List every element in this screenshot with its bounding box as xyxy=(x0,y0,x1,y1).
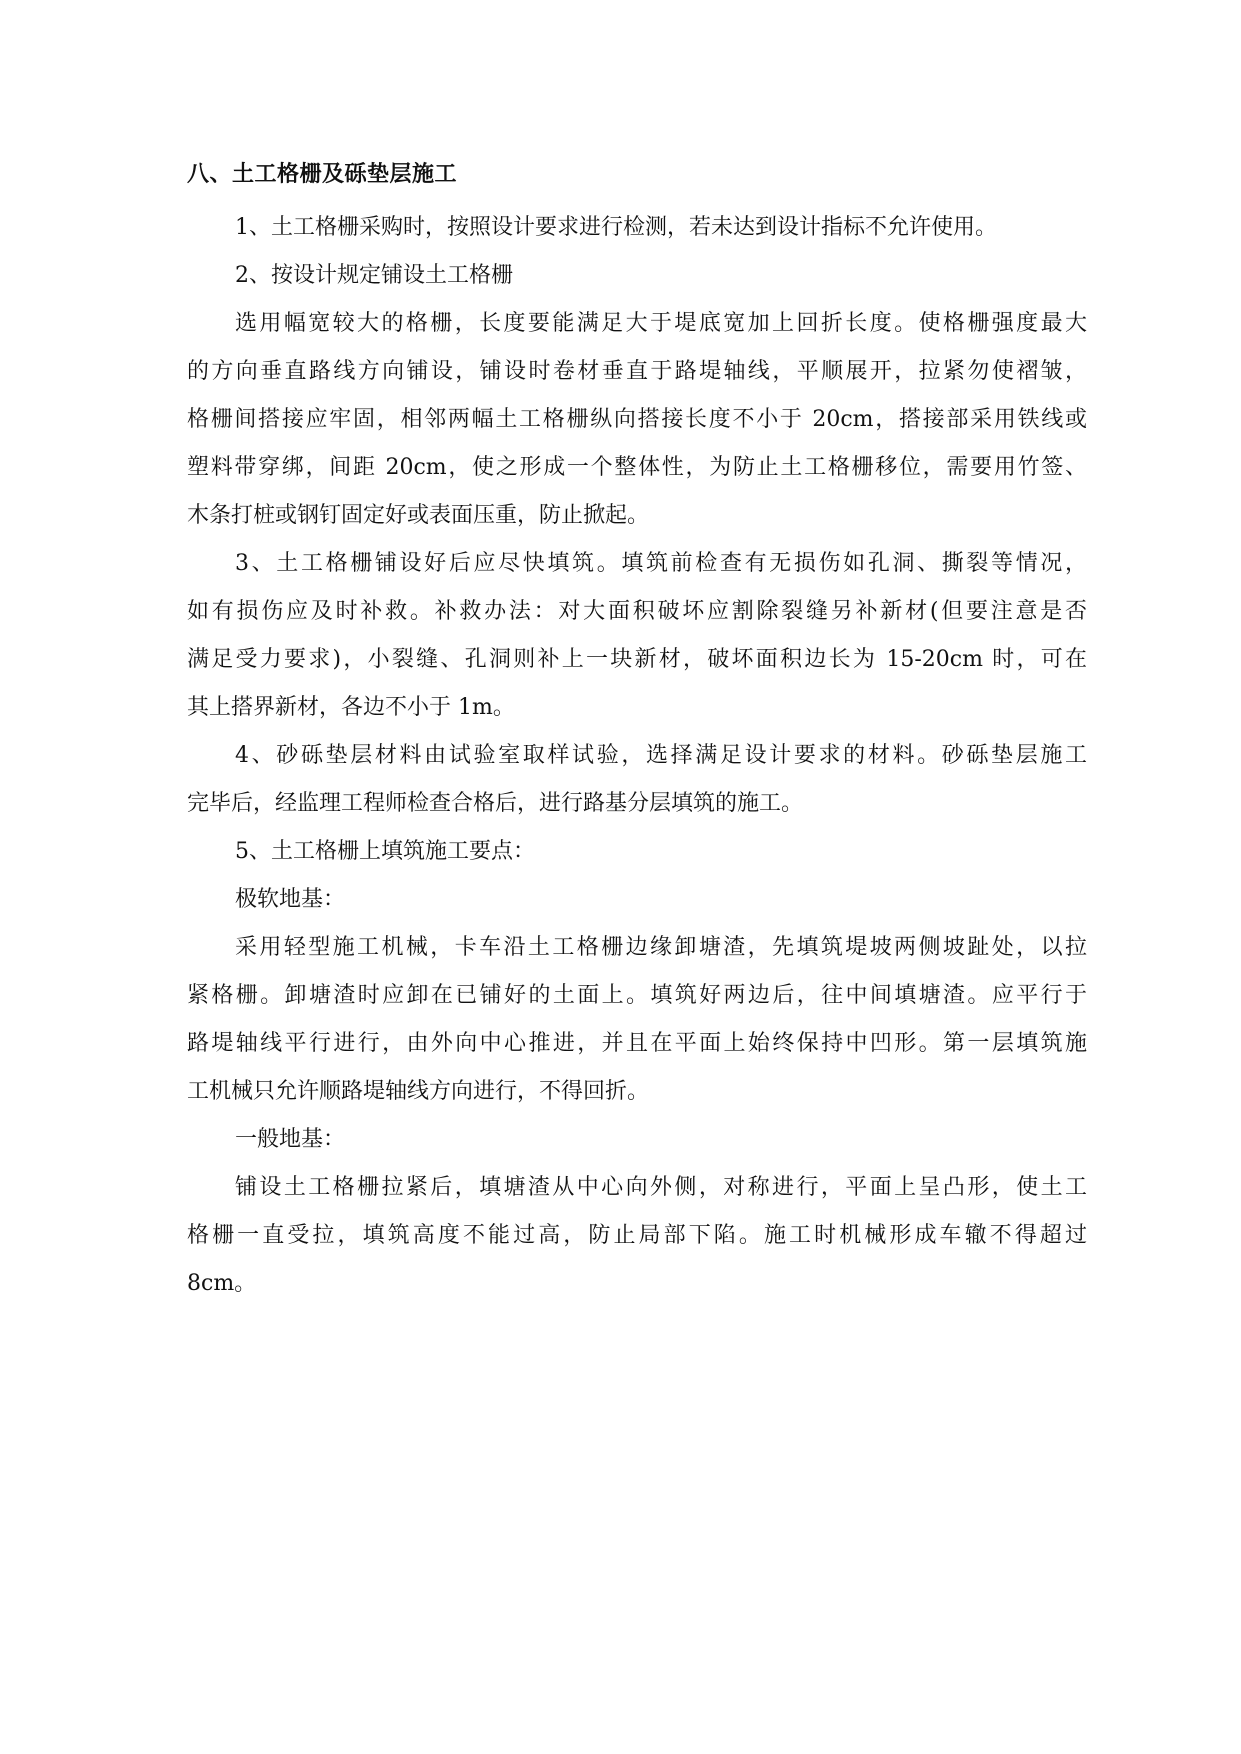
paragraph-line: 格栅间搭接应牢固，相邻两幅土工格栅纵向搭接长度不小于 20cm，搭接部采用铁线或 xyxy=(187,407,1087,432)
paragraph-line: 满足受力要求)，小裂缝、孔洞则补上一块新材，破坏面积边长为 15-20cm 时，可在 xyxy=(187,647,1087,672)
paragraph-line: 如有损伤应及时补救。补救办法：对大面积破坏应割除裂缝另补新材(但要注意是否 xyxy=(187,599,1087,624)
paragraph-line: 路堤轴线平行进行，由外向中心推进，并且在平面上始终保持中凹形。第一层填筑施 xyxy=(187,1031,1087,1056)
paragraph-line: 极软地基： xyxy=(235,887,346,912)
paragraph-5 xyxy=(187,732,1087,828)
paragraph-line: 8cm。 xyxy=(187,1271,257,1296)
paragraph-line: 1、土工格栅采购时，按照设计要求进行检测，若未达到设计指标不允许使用。 xyxy=(235,215,997,240)
paragraph-line: 格栅一直受拉，填筑高度不能过高，防止局部下陷。施工时机械形成车辙不得超过 xyxy=(187,1223,1087,1248)
paragraph-line: 的方向垂直路线方向铺设，铺设时卷材垂直于路堤轴线，平顺展开，拉紧勿使褶皱， xyxy=(187,359,1087,384)
paragraph-line: 2、按设计规定铺设土工格栅 xyxy=(235,263,513,288)
paragraph-6 xyxy=(187,828,1087,876)
paragraph-9 xyxy=(187,1116,1087,1164)
paragraph-line: 3、土工格栅铺设好后应尽快填筑。填筑前检查有无损伤如孔洞、撕裂等情况， xyxy=(235,551,1087,576)
paragraph-2 xyxy=(187,252,1087,300)
paragraph-8 xyxy=(187,924,1087,1116)
paragraph-10 xyxy=(187,1164,1087,1308)
paragraph-3 xyxy=(187,300,1087,540)
paragraph-line: 选用幅宽较大的格栅，长度要能满足大于堤底宽加上回折长度。使格栅强度最大 xyxy=(235,311,1087,336)
paragraph-line: 其上搭界新材，各边不小于 1m。 xyxy=(187,695,515,720)
paragraph-line: 一般地基： xyxy=(235,1127,346,1152)
paragraph-line: 采用轻型施工机械，卡车沿土工格栅边缘卸塘渣，先填筑堤坡两侧坡趾处，以拉 xyxy=(235,935,1087,960)
paragraph-line: 塑料带穿绑，间距 20cm，使之形成一个整体性，为防止土工格栅移位，需要用竹签、 xyxy=(187,455,1087,480)
paragraph-line: 工机械只允许顺路堤轴线方向进行，不得回折。 xyxy=(187,1079,650,1104)
document-body xyxy=(187,155,1087,1308)
section-heading: 八、土工格栅及砾垫层施工 xyxy=(187,162,458,187)
paragraph-line: 铺设土工格栅拉紧后，填塘渣从中心向外侧，对称进行，平面上呈凸形，使土工 xyxy=(235,1175,1087,1200)
paragraph-line: 完毕后，经监理工程师检查合格后，进行路基分层填筑的施工。 xyxy=(187,791,804,816)
paragraph-line: 木条打桩或钢钉固定好或表面压重，防止掀起。 xyxy=(187,503,650,528)
paragraph-7 xyxy=(187,876,1087,924)
paragraph-1 xyxy=(187,204,1087,252)
paragraph-line: 紧格栅。卸塘渣时应卸在已铺好的土面上。填筑好两边后，往中间填塘渣。应平行于 xyxy=(187,983,1087,1008)
paragraph-line: 4、砂砾垫层材料由试验室取样试验，选择满足设计要求的材料。砂砾垫层施工 xyxy=(235,743,1087,768)
paragraph-4 xyxy=(187,540,1087,732)
paragraph-line: 5、土工格栅上填筑施工要点： xyxy=(235,839,535,864)
